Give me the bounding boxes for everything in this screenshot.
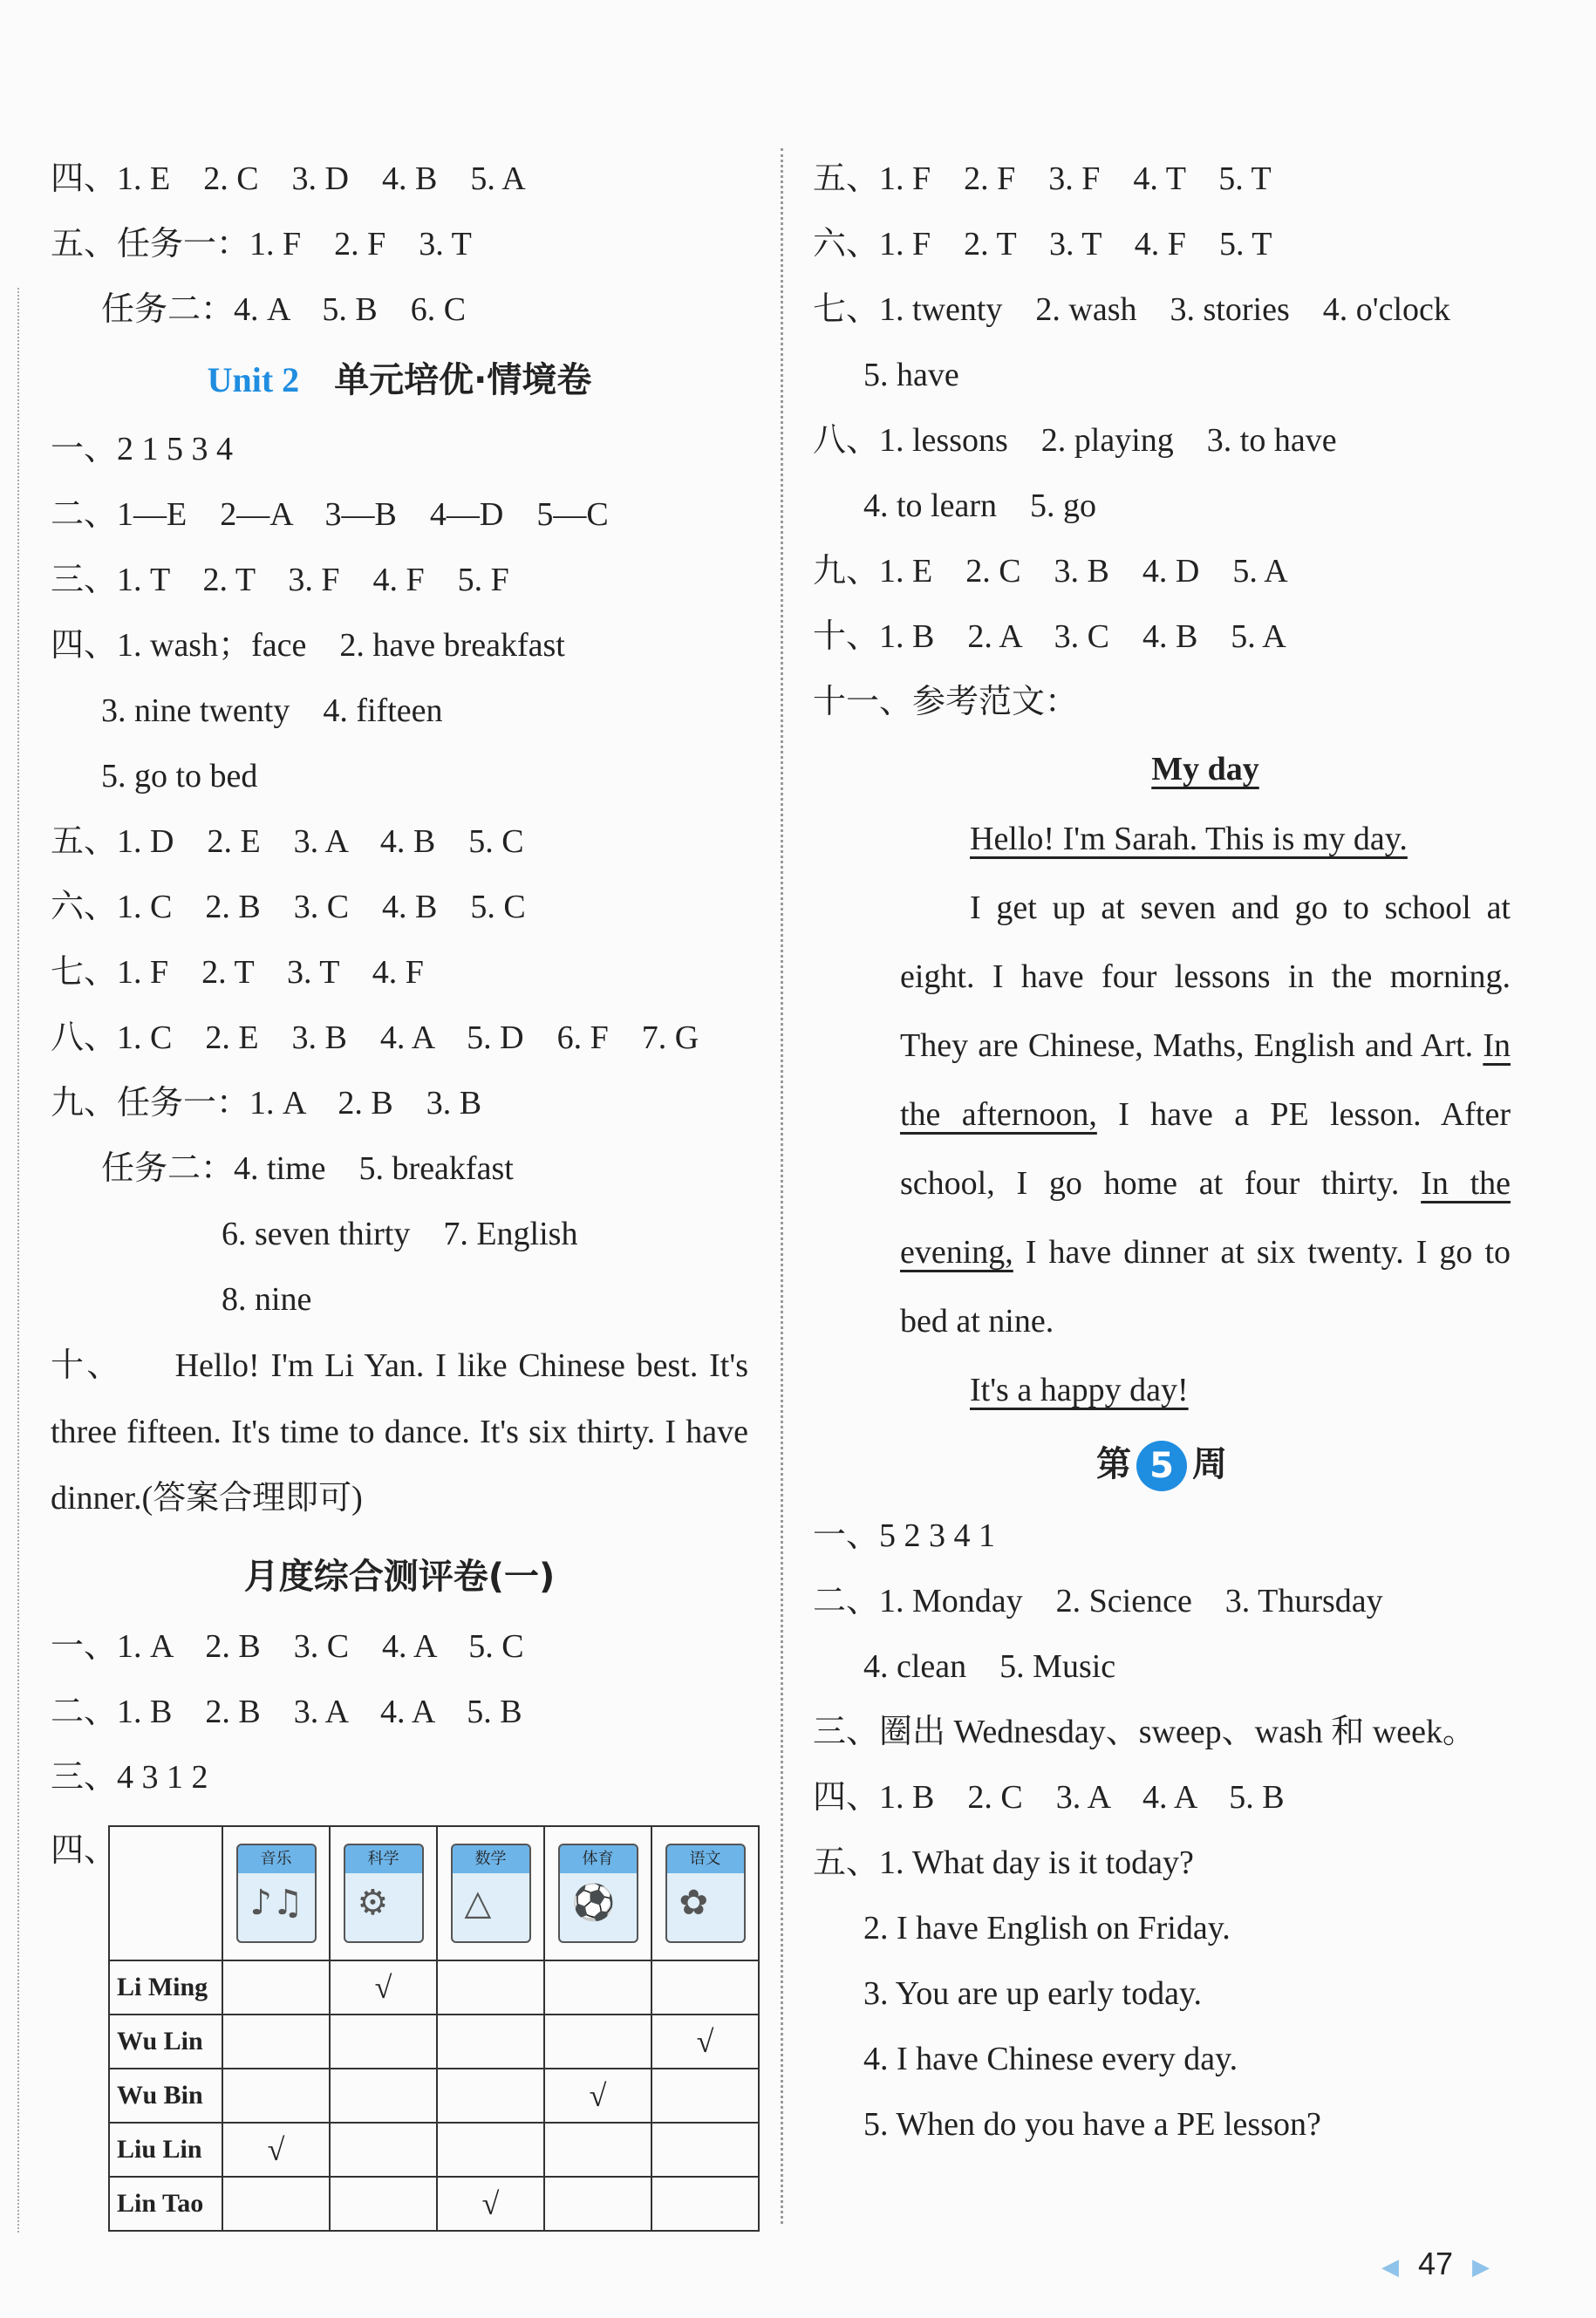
answer-line: 八、1. lessons 2. playing 3. to have [813, 422, 1337, 459]
answer-line: 一、1. A 2. B 3. C 4. A 5. C [51, 1628, 524, 1665]
subject-label: 语文 [689, 1850, 721, 1868]
essay-p2-c: I have a PE lesson. After school, I go home at four thirty. [900, 1096, 1511, 1202]
table-row [109, 1960, 759, 2015]
column-divider [781, 148, 783, 2224]
table-cell [222, 2069, 330, 2123]
check-mark: √ [374, 1970, 392, 2005]
check-mark: √ [696, 2024, 714, 2059]
page-number: 47 [1417, 2246, 1453, 2281]
answer-line: 任务二：4. A 5. B 6. C [101, 291, 467, 328]
model-essay [813, 735, 1511, 1425]
answer-line: 任务二：4. time 5. breakfast [101, 1150, 514, 1187]
page-footer [1362, 2246, 1509, 2282]
answer-line: 五、1. F 2. F 3. F 4. T 5. T [813, 160, 1272, 197]
week-pre: 第 [1096, 1444, 1131, 1484]
answer-line: 七、1. F 2. T 3. T 4. F [51, 954, 424, 991]
table-cell [330, 2069, 437, 2123]
answer-line: 4. clean 5. Music [863, 1648, 1116, 1685]
table-cell [330, 2177, 437, 2231]
table-cell [651, 2123, 759, 2177]
answer-line: 六、1. C 2. B 3. C 4. B 5. C [51, 889, 526, 925]
subject-table [108, 1825, 760, 2232]
table-cell [651, 2015, 759, 2069]
student-name: Wu Lin [109, 2015, 222, 2069]
table-row [109, 2177, 759, 2231]
answer-line: 5. go to bed [101, 758, 258, 794]
student-name: Lin Tao [109, 2177, 222, 2231]
student-name: Liu Lin [109, 2123, 222, 2177]
answer-line: 8. nine [222, 1281, 312, 1318]
table-corner [109, 1826, 222, 1960]
subject-label: 体育 [582, 1850, 614, 1868]
essay-p2-b: In the afternoon, [900, 1027, 1511, 1133]
answer-line: 3. nine twenty 4. fifteen [101, 692, 443, 729]
table-cell [437, 2069, 544, 2123]
week-answer-lines [813, 1503, 1511, 2158]
subject-book [344, 1844, 424, 1943]
answer-line: 4. to learn 5. go [863, 487, 1097, 524]
answer-line: 4. I have Chinese every day. [863, 2041, 1238, 2077]
table-cell [330, 2015, 437, 2069]
table-cell [544, 2177, 651, 2231]
subject-header [651, 1826, 759, 1960]
answer-line: 一、5 2 3 4 1 [813, 1517, 996, 1554]
right-column [813, 147, 1511, 2158]
check-mark: √ [589, 2078, 607, 2113]
table-cell [651, 2069, 759, 2123]
unit-answer-lines [51, 417, 748, 1333]
table-cell [330, 1960, 437, 2015]
answer-line: 六、1. F 2. T 3. T 4. F 5. T [813, 226, 1272, 262]
answer-lines-top [51, 147, 748, 343]
left-column [51, 147, 748, 1810]
subject-label: 音乐 [260, 1850, 292, 1868]
essay-title: My day [1151, 751, 1259, 787]
subject-label: 数学 [474, 1850, 507, 1868]
answer-line: 5. have [863, 357, 959, 393]
table-row [109, 2069, 759, 2123]
table-cell [437, 2177, 544, 2231]
next-page-icon[interactable]: ▶ [1472, 2253, 1490, 2280]
subject-header [437, 1826, 544, 1960]
section-ten [51, 1333, 748, 1531]
ruler-triangle-icon: △ [464, 1883, 492, 1923]
answer-line: 二、1. Monday 2. Science 3. Thursday [813, 1583, 1383, 1619]
table-cell [437, 2015, 544, 2069]
monthly-answer-lines [51, 1614, 748, 1810]
subject-header [544, 1826, 651, 1960]
subject-book [236, 1844, 317, 1943]
answer-line: 九、1. E 2. C 3. B 4. D 5. A [813, 553, 1288, 590]
music-notes-icon: ♪♫ [249, 1883, 304, 1923]
answer-line: 5. When do you have a PE lesson? [863, 2106, 1321, 2143]
ball-icon: ⚽ [571, 1883, 616, 1923]
check-mark: √ [267, 2132, 285, 2167]
subject-book [558, 1844, 638, 1943]
subject-book [665, 1844, 746, 1943]
answer-line: 三、4 3 1 2 [51, 1759, 208, 1796]
section-ten-text: Hello! I'm Li Yan. I like Chinese best. It's three fifteen. It's time to dance. It's six thirty. I have dinner.(答案合理即可) [51, 1347, 748, 1517]
unit-title: 单元培优·情境卷 [334, 360, 592, 400]
table-cell [222, 2015, 330, 2069]
table-cell [330, 2123, 437, 2177]
table-cell [222, 1960, 330, 2015]
week-post: 周 [1192, 1444, 1227, 1484]
answer-line: 十、1. B 2. A 3. C 4. B 5. A [813, 618, 1286, 655]
monthly-heading: 月度综合测评卷(一) [243, 1557, 556, 1597]
section-four-label: 四、 [51, 1832, 118, 1869]
table-cell [222, 2123, 330, 2177]
week-heading [813, 1425, 1511, 1503]
subject-label: 科学 [367, 1850, 399, 1868]
week-number-badge: 5 [1136, 1441, 1187, 1491]
table-cell [651, 1960, 759, 2015]
answer-line: 二、1. B 2. B 3. A 4. A 5. B [51, 1694, 522, 1730]
answer-line: 八、1. C 2. E 3. B 4. A 5. D 6. F 7. G [51, 1019, 699, 1056]
robot-car-icon: ⚙ [357, 1883, 389, 1923]
unit-heading [51, 343, 748, 417]
answer-line: 三、1. T 2. T 3. F 4. F 5. F [51, 562, 509, 598]
answer-line: 一、2 1 5 3 4 [51, 431, 234, 467]
answer-line: 四、1. wash；face 2. have breakfast [51, 627, 565, 664]
table-cell [437, 1960, 544, 2015]
answer-line: 五、1. D 2. E 3. A 4. B 5. C [51, 823, 524, 860]
table-cell [222, 2177, 330, 2231]
subject-book [451, 1844, 531, 1943]
essay-p2-d: In the evening, [900, 1165, 1511, 1271]
unit-label: Unit 2 [207, 360, 300, 399]
table-row [109, 2123, 759, 2177]
plant-icon: ✿ [679, 1883, 709, 1923]
answer-line: 二、1—E 2—A 3—B 4—D 5—C [51, 496, 609, 533]
subject-header [222, 1826, 330, 1960]
answer-line: 五、1. What day is it today? [813, 1844, 1194, 1881]
answer-line: 三、圈出 Wednesday、sweep、wash 和 week。 [813, 1714, 1476, 1750]
essay-p2-e: I have dinner at six twenty. I go to bed at nine. [900, 1234, 1511, 1340]
student-name: Wu Bin [109, 2069, 222, 2123]
answer-line: 3. You are up early today. [863, 1975, 1203, 2012]
answer-line: 四、1. E 2. C 3. D 4. B 5. A [51, 160, 526, 197]
answer-line: 十一、参考范文： [813, 684, 1079, 720]
table-cell [437, 2123, 544, 2177]
essay-p2-a: I get up at seven and go to school at eight. I have four lessons in the morning. They are Chinese, Maths, English and Art. [900, 890, 1511, 1064]
left-margin-dotted-line [17, 288, 19, 2233]
subject-header [330, 1826, 437, 1960]
table-cell [544, 2015, 651, 2069]
section-ten-label: 十、 [51, 1347, 123, 1384]
essay-p1: Hello! I'm Sarah. This is my day. [970, 821, 1408, 857]
answer-line: 五、任务一：1. F 2. F 3. T [51, 226, 472, 262]
answer-lines-right [813, 147, 1511, 735]
essay-p3: It's a happy day! [970, 1372, 1189, 1408]
answer-line: 2. I have English on Friday. [863, 1910, 1231, 1946]
table-cell [651, 2177, 759, 2231]
table-cell [544, 2123, 651, 2177]
student-name: Li Ming [109, 1960, 222, 2015]
table-cell [544, 1960, 651, 2015]
answer-line: 四、1. B 2. C 3. A 4. A 5. B [813, 1779, 1285, 1816]
prev-page-icon[interactable]: ◀ [1381, 2253, 1399, 2280]
table-cell [544, 2069, 651, 2123]
answer-line: 九、任务一：1. A 2. B 3. B [51, 1085, 482, 1122]
answer-line: 七、1. twenty 2. wash 3. stories 4. o'clock [813, 291, 1450, 328]
table-row [109, 2015, 759, 2069]
check-mark: √ [481, 2186, 500, 2221]
answer-line: 6. seven thirty 7. English [222, 1216, 578, 1252]
